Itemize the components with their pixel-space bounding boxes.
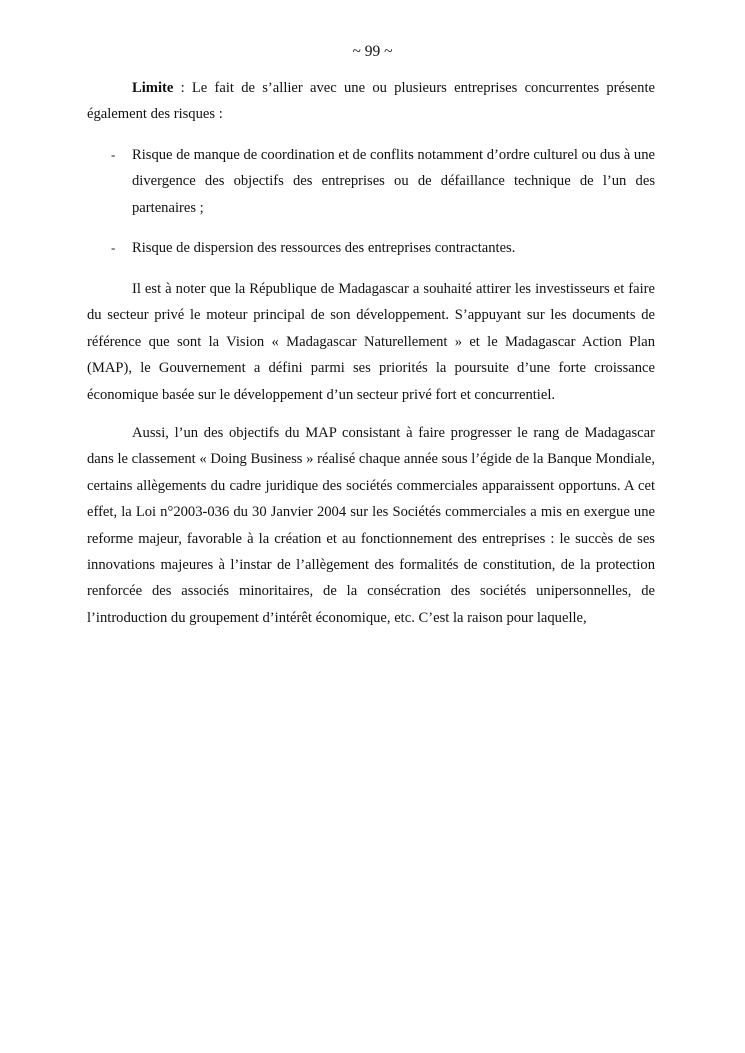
- risk-item-text: Risque de dispersion des ressources des entreprises contractantes.: [132, 240, 516, 256]
- bullet-dash: -: [111, 147, 116, 162]
- body-paragraph: Aussi, l’un des objectifs du MAP consistant à faire progresser le rang de Madagascar dans le classement « Doing Business » réalisé chaque année sous l’égide de la Banque Mondiale, certains allègements du cadre juridique des sociétés commerciales apparaissent opportuns. A cet effet, la Loi n°2003-036 du 30 Janvier 2004 sur les Sociétés commerciales a mis en exergue une reforme majeur, favorable à la création et au fonctionnement des entreprises : le succès de ses innovations majeures à l’instar de l’allègement des formalités de constitution, de la protection renforcée des associés minoritaires, de la consécration des sociétés unipersonnelles, de l’introduction du groupement d’intérêt économique, etc. C’est la raison pour laquelle,: [87, 425, 655, 626]
- risk-list-item: [87, 142, 655, 221]
- risk-item-text: Risque de manque de coordination et de conflits notamment d’ordre culturel ou dus à une divergence des objectifs des entreprises ou de défaillance technique de l’un des partenaires ;: [132, 147, 655, 216]
- page-number: ~ 99 ~: [352, 43, 393, 60]
- intro-paragraph: [87, 75, 655, 128]
- bullet-dash: -: [111, 240, 116, 255]
- intro-label: Limite: [132, 80, 174, 96]
- intro-text: : Le fait de s’allier avec une ou plusieurs entreprises concurrentes présente également des risques :: [87, 80, 655, 123]
- risk-list-item: [87, 235, 655, 261]
- body-paragraph: Il est à noter que la République de Madagascar a souhaité attirer les investisseurs et faire du secteur privé le moteur principal de son développement. S’appuyant sur les documents de référence que sont la Vision « Madagascar Naturellement » et le Madagascar Action Plan (MAP), le Gouvernement a défini parmi ses priorités la poursuite d’une forte croissance économique basée sur le développement d’un secteur privé fort et concurrentiel.: [87, 281, 655, 403]
